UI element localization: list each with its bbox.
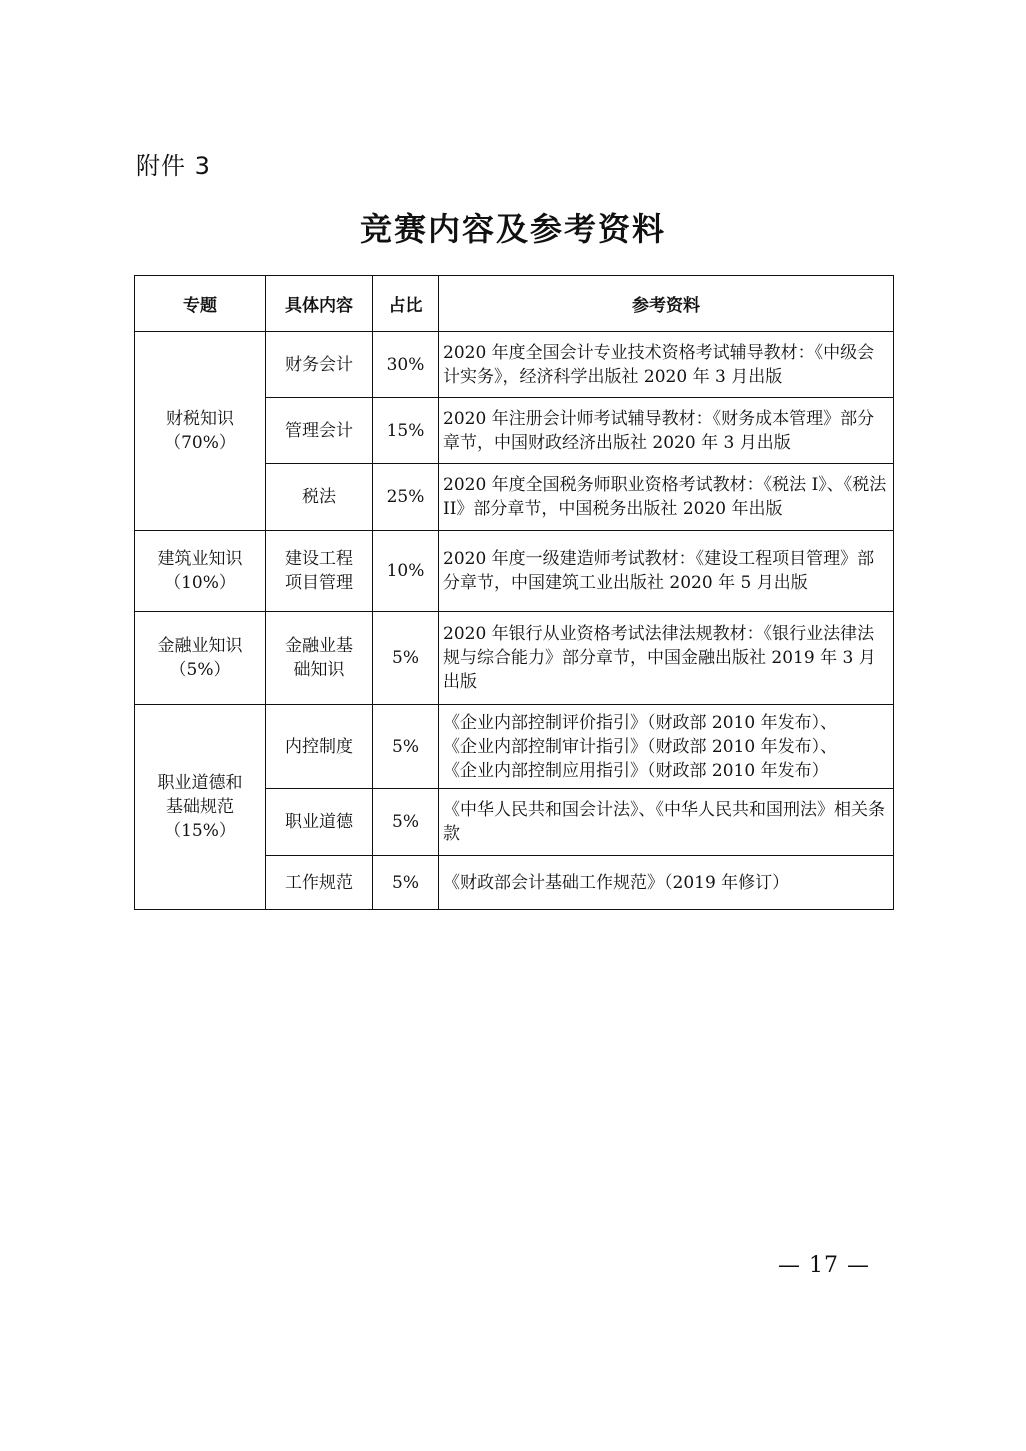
reference-cell: 《中华人民共和国会计法》、《中华人民共和国刑法》相关条款 [439, 789, 894, 856]
reference-cell: 2020 年度全国会计专业技术资格考试辅导教材：《中级会计实务》，经济科学出版社 2020 年 3 月出版 [439, 332, 894, 398]
ratio-cell: 25% [373, 464, 439, 531]
content-label: 财务会计 [285, 354, 353, 375]
topic-label: 职业道德和 基础规范 （15%） [157, 773, 243, 841]
attachment-label: 附件 3 [136, 152, 211, 180]
topic-label: 财税知识 （70%） [164, 409, 236, 453]
table-row [135, 705, 894, 789]
topic-label: 金融业知识 （5%） [157, 636, 243, 680]
reference-cell: 2020 年银行从业资格考试法律法规教材：《银行业法律法规与综合能力》部分章节，中国金融出版社 2019 年 3 月出版 [439, 612, 894, 705]
reference-cell: 2020 年注册会计师考试辅导教材：《财务成本管理》部分章节，中国财政经济出版社 2020 年 3 月出版 [439, 398, 894, 464]
header-content: 具体内容 [266, 276, 373, 332]
content-label: 建设工程 项目管理 [285, 549, 353, 593]
table-row [135, 612, 894, 705]
reference-cell: 2020 年度一级建造师考试教材：《建设工程项目管理》部分章节，中国建筑工业出版社 2020 年 5 月出版 [439, 531, 894, 612]
header-reference: 参考资料 [439, 276, 894, 332]
content-label: 职业道德 [285, 812, 353, 832]
content-label: 管理会计 [285, 420, 353, 441]
table-row [135, 531, 894, 612]
content-cell [266, 464, 373, 531]
topic-cell [135, 531, 266, 612]
content-label: 工作规范 [285, 872, 353, 893]
content-cell [266, 856, 373, 910]
content-cell [266, 705, 373, 789]
topic-cell [135, 612, 266, 705]
ratio-cell: 5% [373, 789, 439, 856]
ratio-cell: 15% [373, 398, 439, 464]
content-cell [266, 531, 373, 612]
topic-label: 建筑业知识 （10%） [157, 549, 243, 593]
content-label: 金融业基 础知识 [285, 636, 353, 680]
ratio-cell: 5% [373, 705, 439, 789]
header-ratio: 占比 [373, 276, 439, 332]
document-title: 竞赛内容及参考资料 [359, 210, 666, 248]
page-number: — 17 — [778, 1253, 870, 1278]
content-cell [266, 612, 373, 705]
table-row [135, 332, 894, 398]
content-cell [266, 789, 373, 856]
reference-cell: 《财政部会计基础工作规范》（2019 年修订） [439, 856, 894, 910]
content-table [134, 275, 894, 910]
ratio-cell: 10% [373, 531, 439, 612]
topic-cell [135, 705, 266, 910]
topic-cell [135, 332, 266, 531]
content-cell [266, 332, 373, 398]
ratio-cell: 30% [373, 332, 439, 398]
header-topic: 专题 [135, 276, 266, 332]
table-header-row [135, 276, 894, 332]
ratio-cell: 5% [373, 856, 439, 910]
content-cell [266, 398, 373, 464]
ratio-cell: 5% [373, 612, 439, 705]
reference-cell: 《企业内部控制评价指引》（财政部 2010 年发布）、 《企业内部控制审计指引》（财政部 2010 年发布）、 《企业内部控制应用指引》（财政部 2010 年发布） [439, 705, 894, 789]
reference-cell: 2020 年度全国税务师职业资格考试教材：《税法 I》、《税法 II》部分章节，中国税务出版社 2020 年出版 [439, 464, 894, 531]
content-label: 税法 [302, 487, 336, 507]
content-label: 内控制度 [285, 736, 353, 757]
